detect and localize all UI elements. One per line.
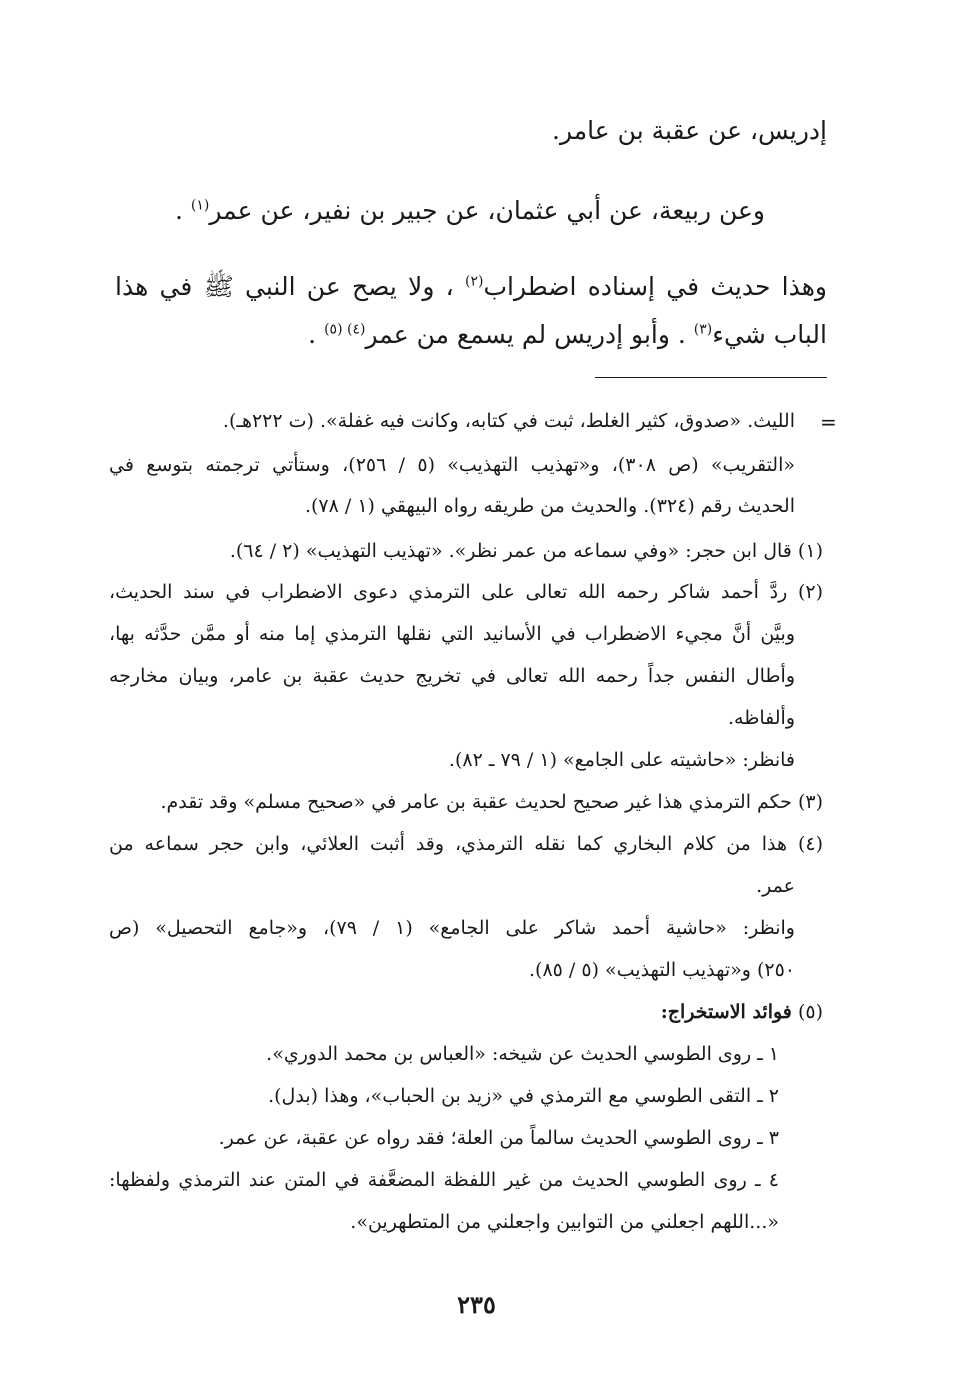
footnote-2-line-3: وأطال النفس جداً رحمه الله تعالى في تخريج حديث عقبة بن عامر، وبيان مخارجه [109,665,795,687]
footnote-cont-line-3: الحديث رقم (٣٢٤). والحديث من طريقه رواه البيهقي (١ / ٧٨). [304,495,795,517]
continuation-marker: = [820,410,837,434]
benefit-item-2: ٢ ـ التقى الطوسي مع الترمذي في «زيد بن الحباب»، وهذا (بدل). [268,1085,779,1107]
footnote-3: (٣) حكم الترمذي هذا غير صحيح لحديث عقبة بن عامر في «صحيح مسلم» وقد تقدم. [160,791,823,813]
benefit-item-4-quote: «...اللهم اجعلني من التوابين واجعلني من المتطهرين». [350,1211,779,1233]
main-line-4-text-a: الباب شيء [712,320,827,349]
main-line-2 [175,196,765,225]
main-line-2-text: وعن ربيعة، عن أبي عثمان، عن جبير بن نفير، عن عمر [209,196,765,225]
page-number: ٢٣٥ [457,1290,496,1319]
benefit-item-4: ٤ ـ روى الطوسي الحديث من غير اللفظة المضعَّفة في المتن عند الترمذي ولفظها: [109,1169,779,1191]
benefit-item-3: ٣ ـ روى الطوسي الحديث سالماً من العلة؛ فقد رواه عن عقبة، عن عمر. [218,1127,779,1149]
footnote-5-heading [661,1001,823,1023]
footnote-4-line-2: عمر. [756,875,795,897]
main-line-2-end: . [174,196,183,225]
main-line-4-text-b: . وأبو إدريس لم يسمع من عمر [365,320,686,349]
footnote-4-line-3: وانظر: «حاشية أحمد شاكر على الجامع» (١ / ٧٩)، و«جامع التحصيل» (ص [109,917,795,939]
footnote-1: (١) قال ابن حجر: «وفي سماعه من عمر نظر». «تهذيب التهذيب» (٢ / ٦٤). [229,540,823,562]
footnote-divider [595,377,827,378]
footnote-2-line-1: (٢) ردَّ أحمد شاكر رحمه الله تعالى على الترمذي دعوى الاضطراب في سند الحديث، [109,581,823,603]
main-line-1-text: إدريس، عن عقبة بن عامر. [552,116,827,145]
footnote-ref-4-5[interactable]: (٤) (٥) [324,321,366,338]
footnote-ref-1[interactable]: (١) [190,197,210,214]
footnote-2-line-2: وبيَّن أنَّ مجيء الاضطراب في الأسانيد التي نقلها الترمذي إما منه أو ممَّن حدَّثه بها، [109,623,795,645]
footnote-5-title: فوائد الاستخراج: [660,1001,792,1023]
footnote-4-line-1: (٤) هذا من كلام البخاري كما نقله الترمذي، وقد أثبت العلائي، وابن حجر سماعه من [109,833,823,855]
footnote-5-number: (٥) [797,1001,823,1023]
footnote-2-line-5: فانظر: «حاشيته على الجامع» (١ / ٧٩ ـ ٨٢). [448,749,795,771]
main-line-3-text-a: وهذا حديث في إسناده اضطراب [483,272,827,301]
main-line-3 [115,271,827,308]
footnote-ref-3[interactable]: (٣) [693,321,713,338]
footnote-cont-line-1: الليث. «صدوق، كثير الغلط، ثبت في كتابه، وكانت فيه غفلة». (ت ٢٢٢هـ). [222,410,795,432]
footnote-ref-2[interactable]: (٢) [465,273,484,290]
benefit-item-1: ١ ـ روى الطوسي الحديث عن شيخه: «العباس بن محمد الدوري». [266,1043,779,1065]
footnote-2-line-4: وألفاظه. [728,707,795,729]
footnote-4-line-4: ٢٥٠) و«تهذيب التهذيب» (٥ / ٨٥). [528,959,795,981]
main-line-3-text-b: ، ولا يصح عن النبي ﷺ في هذا [115,272,454,301]
main-line-4 [308,320,827,349]
footnote-cont-line-2: «التقريب» (ص ٣٠٨)، و«تهذيب التهذيب» (٥ / ٢٥٦)، وستأتي ترجمته بتوسع في [109,454,795,476]
main-line-1 [552,116,827,145]
main-line-4-end: . [308,320,317,349]
